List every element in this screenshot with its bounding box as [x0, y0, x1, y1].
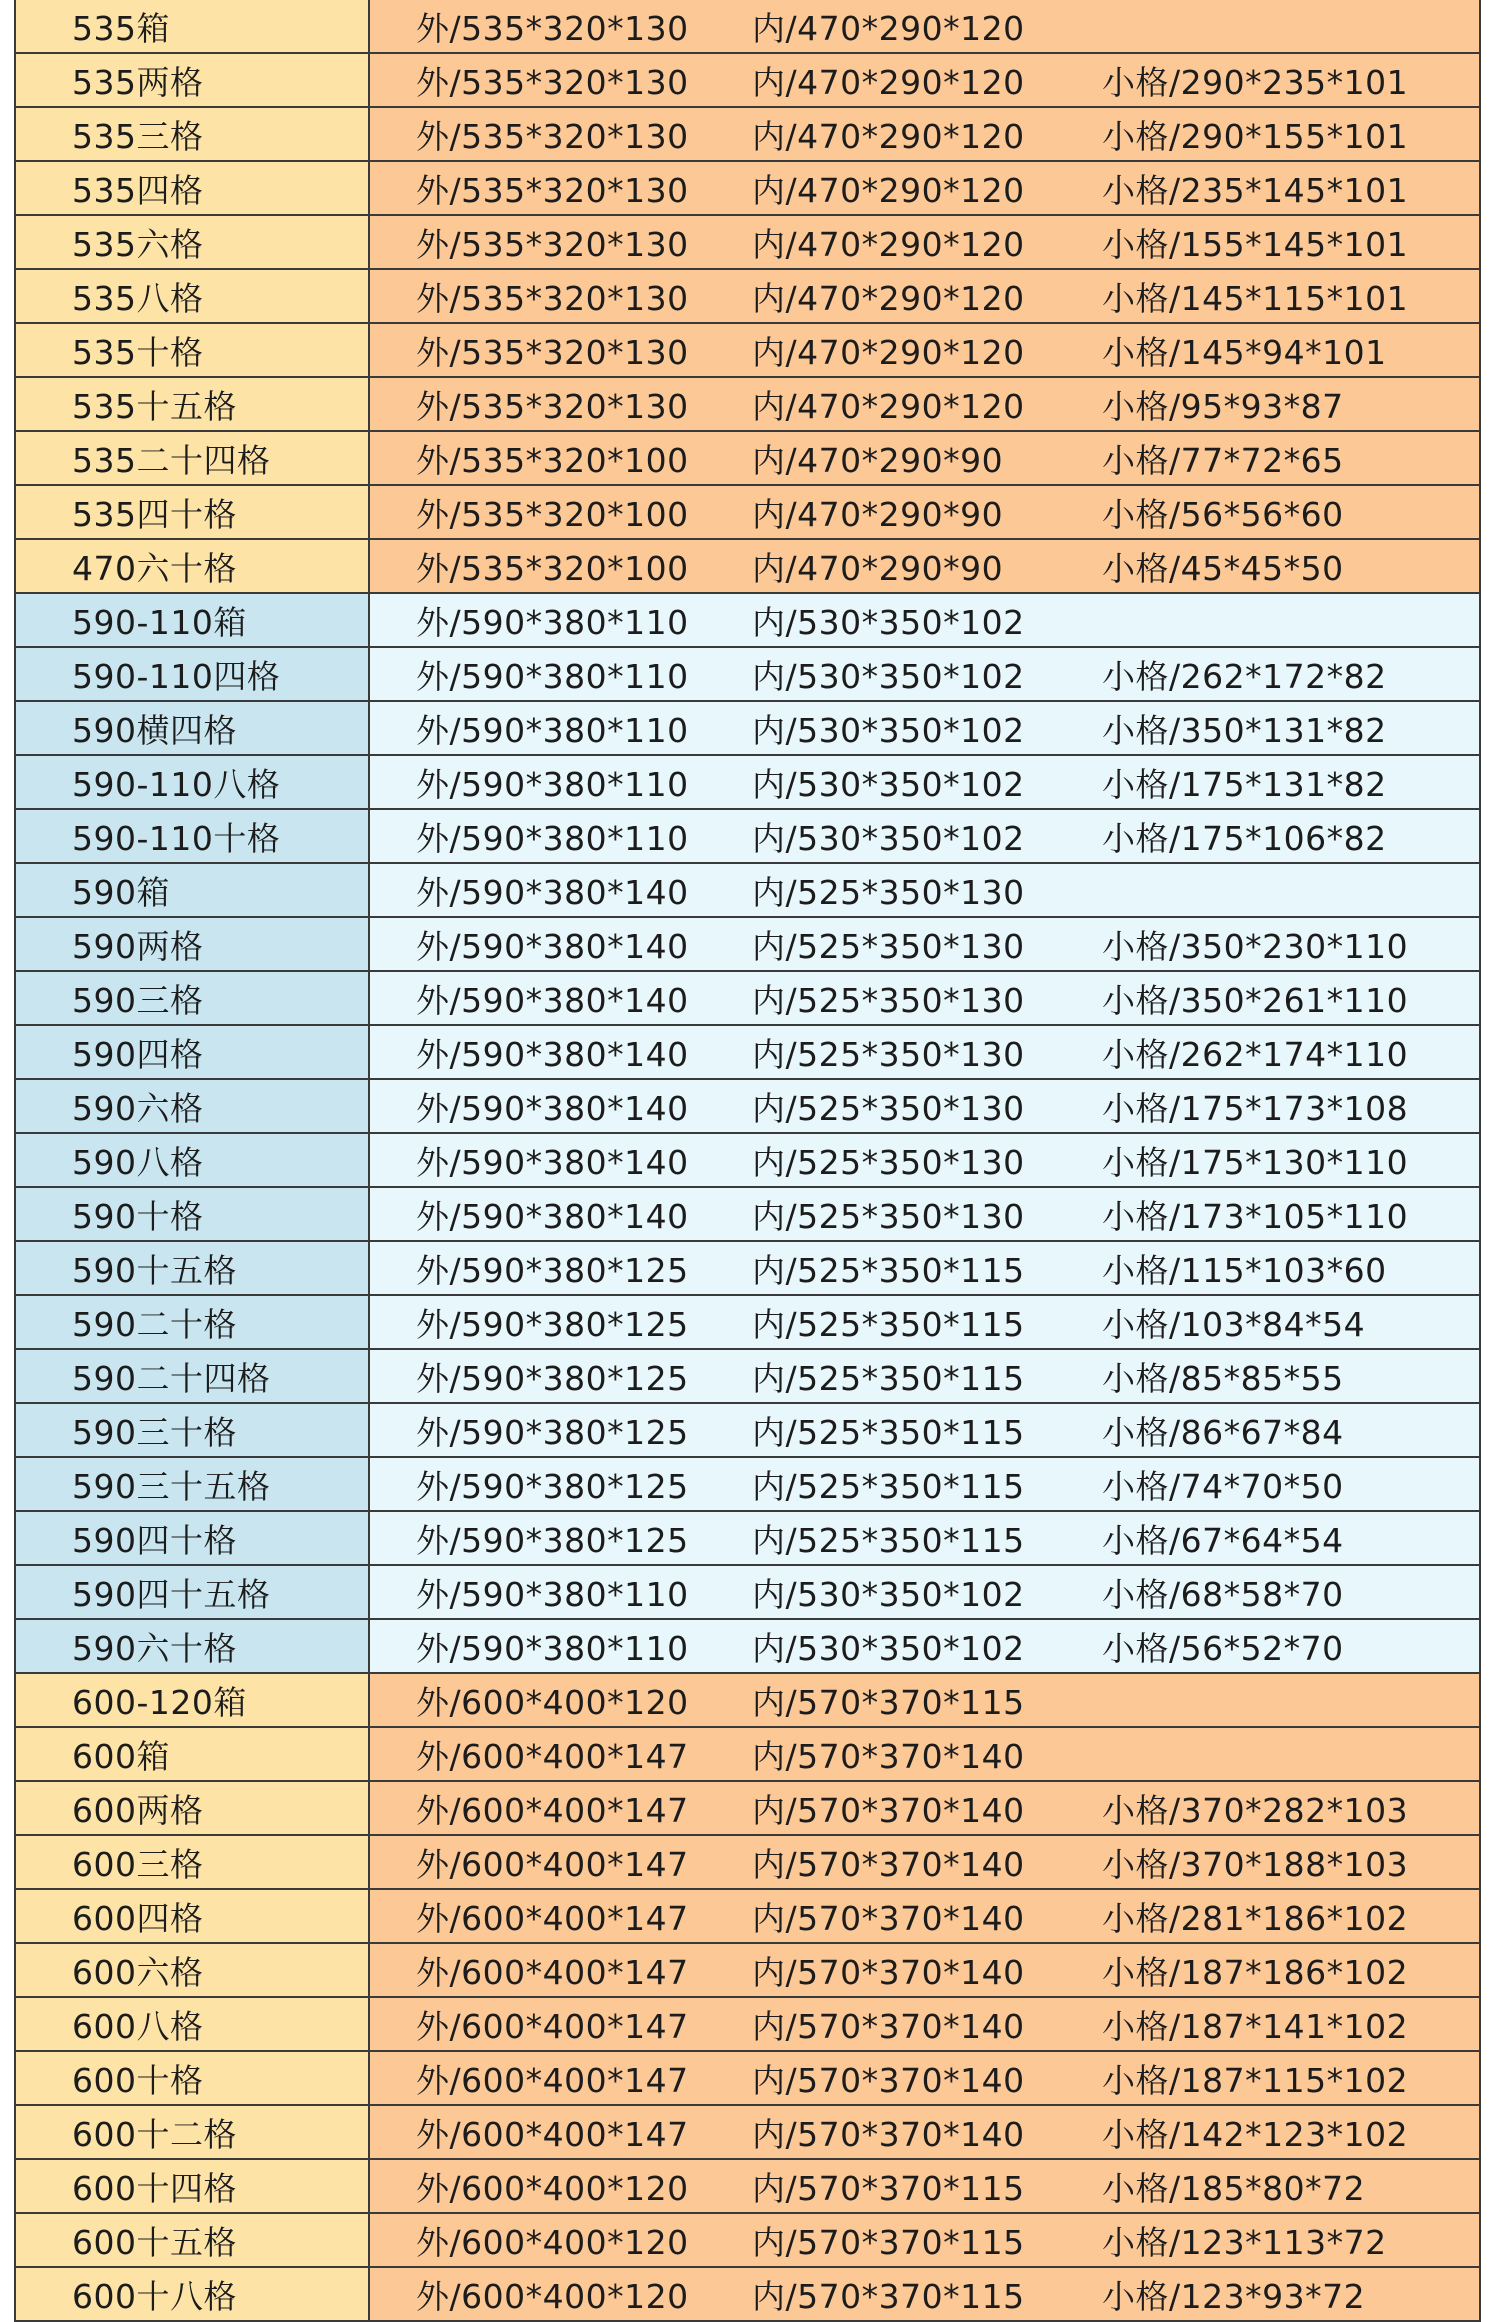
compartment-size-cell: 小格/262*174*110 [1062, 1026, 1479, 1078]
table-row [16, 2052, 1479, 2106]
compartment-size-cell: 小格/115*103*60 [1062, 1242, 1479, 1294]
box-name-cell: 535六格 [16, 216, 370, 268]
outer-size-cell: 外/590*380*110 [370, 810, 712, 862]
box-name-cell: 590两格 [16, 918, 370, 970]
table-row [16, 432, 1479, 486]
compartment-size-cell: 小格/123*93*72 [1062, 2268, 1479, 2320]
outer-size-cell: 外/600*400*147 [370, 1728, 712, 1780]
inner-size-cell: 内/530*350*102 [712, 648, 1062, 700]
compartment-size-cell: 小格/173*105*110 [1062, 1188, 1479, 1240]
table-row [16, 918, 1479, 972]
table-row [16, 1836, 1479, 1890]
inner-size-cell: 内/570*370*115 [712, 2268, 1062, 2320]
outer-size-cell: 外/535*320*130 [370, 378, 712, 430]
table-row [16, 756, 1479, 810]
inner-size-cell: 内/570*370*140 [712, 1782, 1062, 1834]
compartment-size-cell: 小格/77*72*65 [1062, 432, 1479, 484]
compartment-size-cell: 小格/103*84*54 [1062, 1296, 1479, 1348]
table-row [16, 324, 1479, 378]
box-name-cell: 590六十格 [16, 1620, 370, 1672]
inner-size-cell: 内/470*290*90 [712, 486, 1062, 538]
inner-size-cell: 内/470*290*120 [712, 216, 1062, 268]
box-name-cell: 535十格 [16, 324, 370, 376]
inner-size-cell: 内/525*350*115 [712, 1350, 1062, 1402]
inner-size-cell: 内/525*350*130 [712, 1188, 1062, 1240]
compartment-size-cell: 小格/45*45*50 [1062, 540, 1479, 592]
box-name-cell: 470六十格 [16, 540, 370, 592]
box-name-cell: 600八格 [16, 1998, 370, 2050]
box-name-cell: 600十五格 [16, 2214, 370, 2266]
table-row [16, 2268, 1479, 2322]
inner-size-cell: 内/570*370*140 [712, 2106, 1062, 2158]
compartment-size-cell: 小格/145*115*101 [1062, 270, 1479, 322]
inner-size-cell: 内/570*370*140 [712, 1944, 1062, 1996]
table-row [16, 594, 1479, 648]
outer-size-cell: 外/590*380*125 [370, 1296, 712, 1348]
box-name-cell: 535四格 [16, 162, 370, 214]
box-name-cell: 590横四格 [16, 702, 370, 754]
inner-size-cell: 内/470*290*120 [712, 378, 1062, 430]
table-row [16, 810, 1479, 864]
inner-size-cell: 内/570*370*115 [712, 2214, 1062, 2266]
inner-size-cell: 内/470*290*90 [712, 432, 1062, 484]
compartment-size-cell: 小格/74*70*50 [1062, 1458, 1479, 1510]
compartment-size-cell: 小格/68*58*70 [1062, 1566, 1479, 1618]
outer-size-cell: 外/590*380*110 [370, 594, 712, 646]
compartment-size-cell: 小格/155*145*101 [1062, 216, 1479, 268]
table-row [16, 1404, 1479, 1458]
table-row [16, 270, 1479, 324]
table-row [16, 2214, 1479, 2268]
inner-size-cell: 内/530*350*102 [712, 702, 1062, 754]
compartment-size-cell: 小格/281*186*102 [1062, 1890, 1479, 1942]
inner-size-cell: 内/525*350*130 [712, 1134, 1062, 1186]
box-name-cell: 590十五格 [16, 1242, 370, 1294]
compartment-size-cell: 小格/56*56*60 [1062, 486, 1479, 538]
table-row [16, 2160, 1479, 2214]
inner-size-cell: 内/470*290*120 [712, 108, 1062, 160]
table-row [16, 54, 1479, 108]
inner-size-cell: 内/525*350*115 [712, 1512, 1062, 1564]
compartment-size-cell: 小格/145*94*101 [1062, 324, 1479, 376]
inner-size-cell: 内/530*350*102 [712, 810, 1062, 862]
compartment-size-cell [1062, 594, 1479, 646]
table-row [16, 1998, 1479, 2052]
outer-size-cell: 外/590*380*125 [370, 1350, 712, 1402]
compartment-size-cell: 小格/175*131*82 [1062, 756, 1479, 808]
outer-size-cell: 外/590*380*125 [370, 1404, 712, 1456]
outer-size-cell: 外/600*400*120 [370, 2268, 712, 2320]
compartment-size-cell: 小格/187*115*102 [1062, 2052, 1479, 2104]
compartment-size-cell: 小格/175*106*82 [1062, 810, 1479, 862]
table-row [16, 108, 1479, 162]
outer-size-cell: 外/535*320*130 [370, 108, 712, 160]
outer-size-cell: 外/600*400*147 [370, 2106, 712, 2158]
inner-size-cell: 内/470*290*90 [712, 540, 1062, 592]
box-name-cell: 590六格 [16, 1080, 370, 1132]
box-name-cell: 590-110四格 [16, 648, 370, 700]
table-row [16, 1134, 1479, 1188]
box-name-cell: 600十二格 [16, 2106, 370, 2158]
inner-size-cell: 内/470*290*120 [712, 270, 1062, 322]
table-row [16, 1242, 1479, 1296]
table-row [16, 1512, 1479, 1566]
inner-size-cell: 内/570*370*140 [712, 1728, 1062, 1780]
outer-size-cell: 外/590*380*140 [370, 1080, 712, 1132]
outer-size-cell: 外/535*320*130 [370, 162, 712, 214]
inner-size-cell: 内/470*290*120 [712, 54, 1062, 106]
outer-size-cell: 外/535*320*130 [370, 324, 712, 376]
inner-size-cell: 内/525*350*130 [712, 972, 1062, 1024]
table-row [16, 972, 1479, 1026]
box-name-cell: 590四格 [16, 1026, 370, 1078]
compartment-size-cell: 小格/67*64*54 [1062, 1512, 1479, 1564]
compartment-size-cell: 小格/350*261*110 [1062, 972, 1479, 1024]
table-row [16, 1728, 1479, 1782]
box-name-cell: 590三十格 [16, 1404, 370, 1456]
table-row [16, 378, 1479, 432]
box-name-cell: 590八格 [16, 1134, 370, 1186]
outer-size-cell: 外/590*380*110 [370, 756, 712, 808]
table-row [16, 1782, 1479, 1836]
outer-size-cell: 外/600*400*120 [370, 2160, 712, 2212]
box-name-cell: 535十五格 [16, 378, 370, 430]
box-name-cell: 535两格 [16, 54, 370, 106]
box-name-cell: 535四十格 [16, 486, 370, 538]
inner-size-cell: 内/525*350*130 [712, 1080, 1062, 1132]
outer-size-cell: 外/535*320*130 [370, 216, 712, 268]
box-name-cell: 590二十格 [16, 1296, 370, 1348]
table-row [16, 864, 1479, 918]
outer-size-cell: 外/535*320*100 [370, 432, 712, 484]
inner-size-cell: 内/525*350*115 [712, 1458, 1062, 1510]
inner-size-cell: 内/530*350*102 [712, 756, 1062, 808]
outer-size-cell: 外/600*400*147 [370, 1998, 712, 2050]
inner-size-cell: 内/570*370*115 [712, 1674, 1062, 1726]
inner-size-cell: 内/525*350*130 [712, 864, 1062, 916]
box-name-cell: 590-110八格 [16, 756, 370, 808]
box-name-cell: 600-120箱 [16, 1674, 370, 1726]
inner-size-cell: 内/525*350*115 [712, 1296, 1062, 1348]
outer-size-cell: 外/590*380*140 [370, 918, 712, 970]
inner-size-cell: 内/570*370*140 [712, 2052, 1062, 2104]
compartment-size-cell: 小格/123*113*72 [1062, 2214, 1479, 2266]
compartment-size-cell: 小格/290*155*101 [1062, 108, 1479, 160]
box-name-cell: 590四十五格 [16, 1566, 370, 1618]
outer-size-cell: 外/590*380*110 [370, 648, 712, 700]
table-row [16, 1890, 1479, 1944]
compartment-size-cell [1062, 0, 1479, 52]
table-row [16, 1458, 1479, 1512]
outer-size-cell: 外/600*400*120 [370, 2214, 712, 2266]
compartment-size-cell: 小格/95*93*87 [1062, 378, 1479, 430]
outer-size-cell: 外/590*380*110 [370, 1620, 712, 1672]
box-name-cell: 590三格 [16, 972, 370, 1024]
box-name-cell: 600两格 [16, 1782, 370, 1834]
outer-size-cell: 外/590*380*140 [370, 864, 712, 916]
inner-size-cell: 内/470*290*120 [712, 324, 1062, 376]
compartment-size-cell: 小格/235*145*101 [1062, 162, 1479, 214]
compartment-size-cell: 小格/370*188*103 [1062, 1836, 1479, 1888]
inner-size-cell: 内/530*350*102 [712, 1620, 1062, 1672]
box-name-cell: 535箱 [16, 0, 370, 52]
box-name-cell: 600十八格 [16, 2268, 370, 2320]
compartment-size-cell [1062, 1674, 1479, 1726]
box-name-cell: 535二十四格 [16, 432, 370, 484]
table-row [16, 1026, 1479, 1080]
box-name-cell: 590二十四格 [16, 1350, 370, 1402]
box-name-cell: 590十格 [16, 1188, 370, 1240]
outer-size-cell: 外/590*380*125 [370, 1242, 712, 1294]
inner-size-cell: 内/470*290*120 [712, 0, 1062, 52]
box-spec-table [14, 0, 1481, 2322]
box-name-cell: 590三十五格 [16, 1458, 370, 1510]
outer-size-cell: 外/600*400*147 [370, 1944, 712, 1996]
box-name-cell: 600四格 [16, 1890, 370, 1942]
compartment-size-cell: 小格/175*130*110 [1062, 1134, 1479, 1186]
table-row [16, 1620, 1479, 1674]
table-row [16, 1296, 1479, 1350]
inner-size-cell: 内/570*370*140 [712, 1890, 1062, 1942]
compartment-size-cell: 小格/175*173*108 [1062, 1080, 1479, 1132]
inner-size-cell: 内/570*370*115 [712, 2160, 1062, 2212]
compartment-size-cell: 小格/350*131*82 [1062, 702, 1479, 754]
table-row [16, 2106, 1479, 2160]
table-row [16, 0, 1479, 54]
table-row [16, 162, 1479, 216]
outer-size-cell: 外/535*320*100 [370, 486, 712, 538]
table-row [16, 648, 1479, 702]
outer-size-cell: 外/600*400*147 [370, 1836, 712, 1888]
compartment-size-cell: 小格/85*85*55 [1062, 1350, 1479, 1402]
table-row [16, 1944, 1479, 1998]
table-row [16, 1350, 1479, 1404]
box-name-cell: 535三格 [16, 108, 370, 160]
compartment-size-cell: 小格/142*123*102 [1062, 2106, 1479, 2158]
box-name-cell: 600十格 [16, 2052, 370, 2104]
inner-size-cell: 内/470*290*120 [712, 162, 1062, 214]
compartment-size-cell: 小格/185*80*72 [1062, 2160, 1479, 2212]
inner-size-cell: 内/530*350*102 [712, 1566, 1062, 1618]
table-row [16, 540, 1479, 594]
outer-size-cell: 外/600*400*147 [370, 2052, 712, 2104]
outer-size-cell: 外/535*320*130 [370, 54, 712, 106]
box-name-cell: 590-110十格 [16, 810, 370, 862]
outer-size-cell: 外/535*320*100 [370, 540, 712, 592]
compartment-size-cell: 小格/86*67*84 [1062, 1404, 1479, 1456]
outer-size-cell: 外/590*380*125 [370, 1458, 712, 1510]
box-name-cell: 600十四格 [16, 2160, 370, 2212]
table-row [16, 1674, 1479, 1728]
box-name-cell: 590箱 [16, 864, 370, 916]
box-name-cell: 600三格 [16, 1836, 370, 1888]
compartment-size-cell: 小格/350*230*110 [1062, 918, 1479, 970]
outer-size-cell: 外/600*400*147 [370, 1890, 712, 1942]
table-row [16, 216, 1479, 270]
table-row [16, 1566, 1479, 1620]
compartment-size-cell [1062, 864, 1479, 916]
compartment-size-cell: 小格/187*186*102 [1062, 1944, 1479, 1996]
outer-size-cell: 外/590*380*110 [370, 1566, 712, 1618]
compartment-size-cell: 小格/56*52*70 [1062, 1620, 1479, 1672]
compartment-size-cell: 小格/187*141*102 [1062, 1998, 1479, 2050]
inner-size-cell: 内/525*350*115 [712, 1242, 1062, 1294]
box-name-cell: 600箱 [16, 1728, 370, 1780]
inner-size-cell: 内/570*370*140 [712, 1836, 1062, 1888]
inner-size-cell: 内/530*350*102 [712, 594, 1062, 646]
outer-size-cell: 外/590*380*110 [370, 702, 712, 754]
box-name-cell: 590-110箱 [16, 594, 370, 646]
compartment-size-cell: 小格/290*235*101 [1062, 54, 1479, 106]
inner-size-cell: 内/525*350*130 [712, 918, 1062, 970]
box-name-cell: 600六格 [16, 1944, 370, 1996]
table-row [16, 1188, 1479, 1242]
compartment-size-cell: 小格/262*172*82 [1062, 648, 1479, 700]
table-row [16, 486, 1479, 540]
outer-size-cell: 外/590*380*140 [370, 1134, 712, 1186]
table-row [16, 702, 1479, 756]
inner-size-cell: 内/525*350*130 [712, 1026, 1062, 1078]
inner-size-cell: 内/570*370*140 [712, 1998, 1062, 2050]
table-row [16, 1080, 1479, 1134]
outer-size-cell: 外/590*380*140 [370, 972, 712, 1024]
outer-size-cell: 外/590*380*140 [370, 1026, 712, 1078]
outer-size-cell: 外/590*380*125 [370, 1512, 712, 1564]
outer-size-cell: 外/600*400*120 [370, 1674, 712, 1726]
outer-size-cell: 外/535*320*130 [370, 0, 712, 52]
compartment-size-cell: 小格/370*282*103 [1062, 1782, 1479, 1834]
compartment-size-cell [1062, 1728, 1479, 1780]
box-name-cell: 590四十格 [16, 1512, 370, 1564]
box-name-cell: 535八格 [16, 270, 370, 322]
inner-size-cell: 内/525*350*115 [712, 1404, 1062, 1456]
outer-size-cell: 外/535*320*130 [370, 270, 712, 322]
outer-size-cell: 外/590*380*140 [370, 1188, 712, 1240]
outer-size-cell: 外/600*400*147 [370, 1782, 712, 1834]
